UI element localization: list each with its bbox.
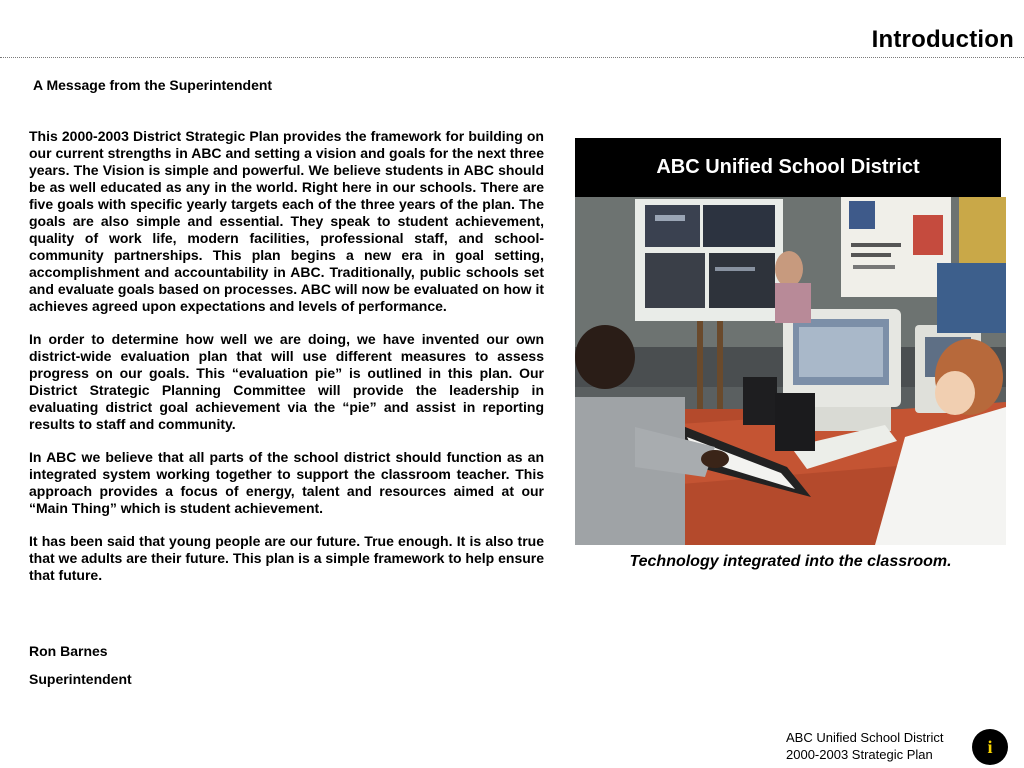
signature-name: Ron Barnes: [29, 643, 108, 659]
classroom-photo: [575, 197, 1006, 545]
info-icon: i: [972, 729, 1008, 765]
photo-panel: [575, 138, 1006, 546]
message-paragraph: This 2000-2003 District Strategic Plan provides the framework for building on our current strengths in ABC and setting a vision and goals for the next three years. The Vision is simple and powerful. We believe students in ABC should be as well educated as any in the world. Right here in our schools. There are five goals with specific yearly targets each of the three years of the plan. The goals are also simple and essential. They speak to student achievement, quality of work life, modern facilities, professional staff, and school-community partnerships. This plan begins a new era in goal setting, accomplishment and accountability in ABC. Traditionally, public schools set and evaluate goals based on processes. ABC will now be evaluated on how it achieves agreed upon expectations and levels of performance.: [29, 128, 544, 314]
message-subtitle: A Message from the Superintendent: [33, 77, 273, 93]
header-divider: [0, 57, 1024, 58]
footer-text: [786, 729, 944, 763]
photo-caption: Technology integrated into the classroom.: [629, 553, 952, 570]
footer-district: ABC Unified School District: [786, 730, 944, 745]
signature-title: Superintendent: [29, 671, 132, 687]
message-paragraph: In order to determine how well we are doing, we have invented our own district-wide evaluation plan that will use different measures to assess progress on our goals. This “evaluation pie” is outlined in this plan. Our District Strategic Planning Committee will provide the leadership in evaluating district goal achievement via the “pie” and assist in reporting results to staff and community.: [29, 331, 544, 432]
page-title: Introduction: [871, 26, 1014, 53]
message-body: [29, 128, 544, 600]
message-paragraph: In ABC we believe that all parts of the school district should function as an integrated system working together to support the classroom teacher. This approach provides a focus of energy, talent and resources aimed at our “Main Thing” which is student achievement.: [29, 449, 544, 516]
photo-header: ABC Unified School District: [575, 138, 1001, 197]
footer-plan: 2000-2003 Strategic Plan: [786, 747, 933, 762]
classroom-photo-illustration: [575, 197, 1006, 545]
message-paragraph: It has been said that young people are our future. True enough. It is also true that we adults are their future. This plan is a simple framework to help ensure that future.: [29, 533, 545, 583]
